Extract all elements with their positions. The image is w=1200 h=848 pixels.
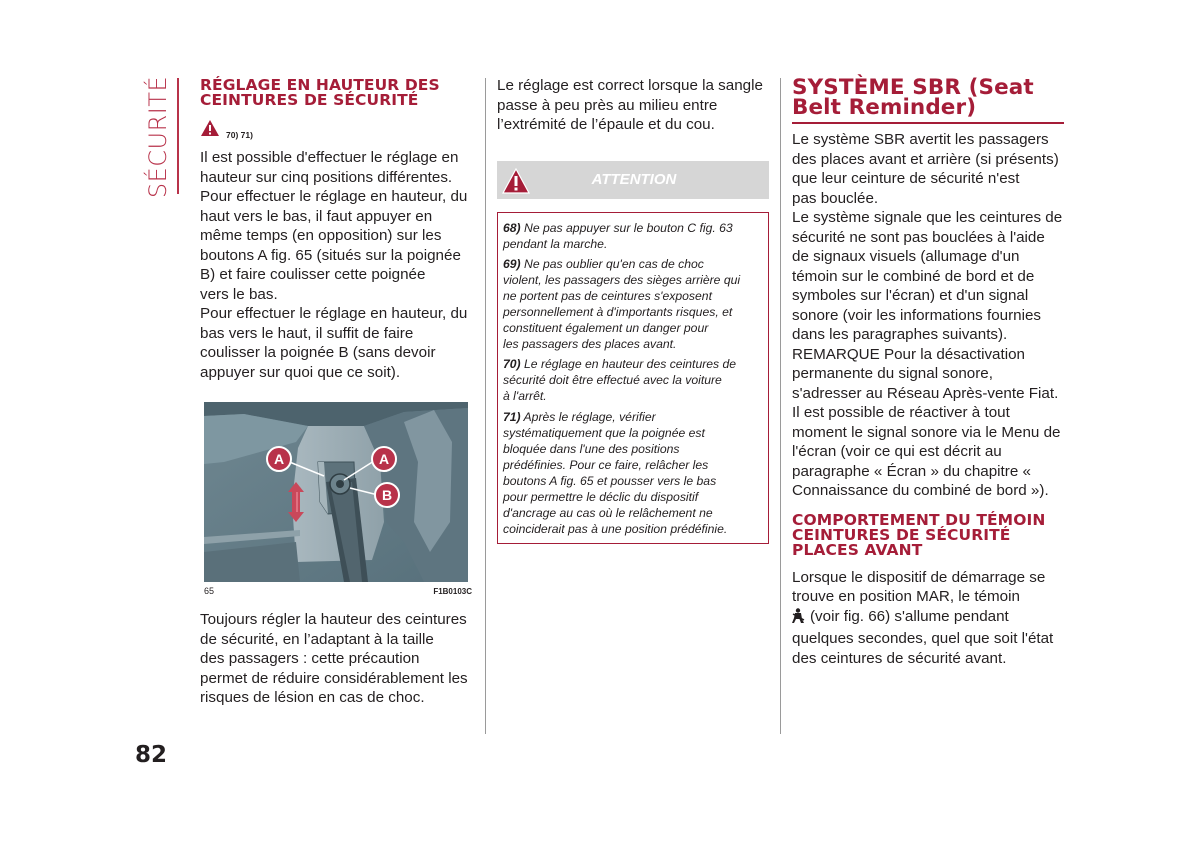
paragraph-sbr-description: Le système SBR avertit les passagers des places avant et arrière (si présents) que leur ceinture de sécurité n'est pas bouclée. Le système signale que les ceintures de sécurité ne sont pas bouclées à l'aide de signaux visuels (allumage d'un témoin sur le combiné de bord et de symboles sur l'écran) et d'un signal sonore (voir les informations fournies dans les paragraphes suivants). REMARQUE Pour la désactivation permanente du signal sonore, s'adresser au Réseau Après-vente Fiat. Il est possible de réactiver à tout moment le signal sonore via le Menu de l'écran (voir ce qui est décrit au paragraphe « Écran » du chapitre « Connaissance du combiné de bord »).: [792, 131, 1063, 499]
figure-label-a-right: [371, 446, 397, 472]
attention-item-text: Après le réglage, vérifier systématiquement que la poignée est bloquée dans l'une des positions prédéfinies. Pour ce faire, relâcher les boutons A fig. 65 et pousser vers le bas pour permettre le déclic du dispositif d'ancrage au cas où le relâchement ne coinciderait pas à une position prédéfinie.: [503, 409, 728, 537]
attention-item-number: 68): [503, 220, 521, 235]
section-side-label-text: SÉCURITÉ: [144, 75, 172, 199]
column-divider-1: [485, 78, 486, 734]
column-2: [497, 78, 769, 544]
column-divider-2: [780, 78, 781, 734]
paragraph-telltale-behaviour: [792, 568, 1066, 669]
seatbelt-telltale-icon: [792, 608, 806, 630]
heading-front-seat-belt-telltale: COMPORTEMENT DU TÉMOIN CEINTURES DE SÉCURITÉ PLACES AVANT: [792, 510, 1046, 559]
attention-item-number: 69): [503, 256, 521, 271]
figure-caption: [204, 586, 472, 596]
warning-triangle-icon: [200, 119, 220, 142]
heading-belt-height-adjustment: RÉGLAGE EN HAUTEUR DES CEINTURES DE SÉCURITÉ: [200, 76, 440, 109]
attention-item: [503, 256, 764, 353]
side-label-rule: [177, 78, 179, 194]
page-number: 82: [135, 742, 168, 768]
attention-header: [497, 161, 769, 199]
figure-65-belt-adjuster: [204, 402, 468, 582]
telltale-text-after: (voir fig. 66) s'allume pendant quelques secondes, quel que soit l'état des ceintures de sécurité avant.: [792, 607, 1054, 667]
attention-item-text: Le réglage en hauteur des ceintures de sécurité doit être effectué avec la voiture à l'arrêt.: [503, 357, 737, 404]
attention-item: [503, 220, 764, 252]
attention-item-number: 70): [503, 357, 521, 372]
column-3: [792, 75, 1066, 668]
figure-label-b: [374, 482, 400, 508]
figure-label-a-right-text: A: [378, 451, 390, 467]
figure-label-b-text: B: [381, 487, 393, 503]
paragraph-adjust-height-advice: Toujours régler la hauteur des ceintures de sécurité, en l’adaptant à la taille des passagers : cette précaution permet de réduire considérablement les risques de lésion en cas de choc.: [200, 611, 468, 706]
attention-title: ATTENTION: [591, 171, 677, 188]
attention-item-number: 71): [503, 409, 521, 424]
warning-triangle-icon: [501, 167, 531, 200]
figure-number: 65: [204, 586, 215, 596]
figure-label-a-left: [266, 446, 292, 472]
attention-item-text: Ne pas oublier qu'en cas de choc violent, les passagers des sièges arrière qui ne portent pas de ceintures s'exposent personnellement à d'importants risques, et constituent également un danger pour les passagers des places avant.: [503, 256, 741, 352]
heading-underline: [792, 122, 1064, 124]
figure-label-a-left-text: A: [273, 451, 285, 467]
attention-box: [497, 212, 769, 545]
figure-code: F1B0103C: [433, 587, 472, 596]
heading-sbr-system: SYSTÈME SBR (Seat Belt Reminder): [792, 75, 1034, 120]
column-1: [200, 78, 472, 708]
section-side-label: [138, 75, 178, 199]
paragraph-correct-adjustment: Le réglage est correct lorsque la sangle passe à peu près au milieu entre l’extrémité de l’épaule et du cou.: [497, 77, 763, 133]
telltale-text-before: Lorsque le dispositif de démarrage se trouve en position MAR, le témoin: [792, 568, 1046, 605]
attention-item: [503, 356, 764, 404]
attention-item: [503, 409, 764, 538]
attention-item-text: Ne pas appuyer sur le bouton C fig. 63 pendant la marche.: [503, 220, 733, 251]
paragraph-adjustment-instructions: Il est possible d'effectuer le réglage en hauteur sur cinq positions différentes. Pour effectuer le réglage en hauteur, du haut vers le bas, il faut appuyer en même temps (en opposition) sur les boutons A fig. 65 (situés sur la poignée B) et faire coulisser cette poignée vers le bas. Pour effectuer le réglage en hauteur, du bas vers le haut, il suffit de faire coulisser la poignée B (sans devoir appuyer sur quoi que ce soit).: [200, 149, 468, 381]
warning-reference-numbers: 70) 71): [226, 129, 253, 140]
warning-reference: [200, 119, 472, 142]
